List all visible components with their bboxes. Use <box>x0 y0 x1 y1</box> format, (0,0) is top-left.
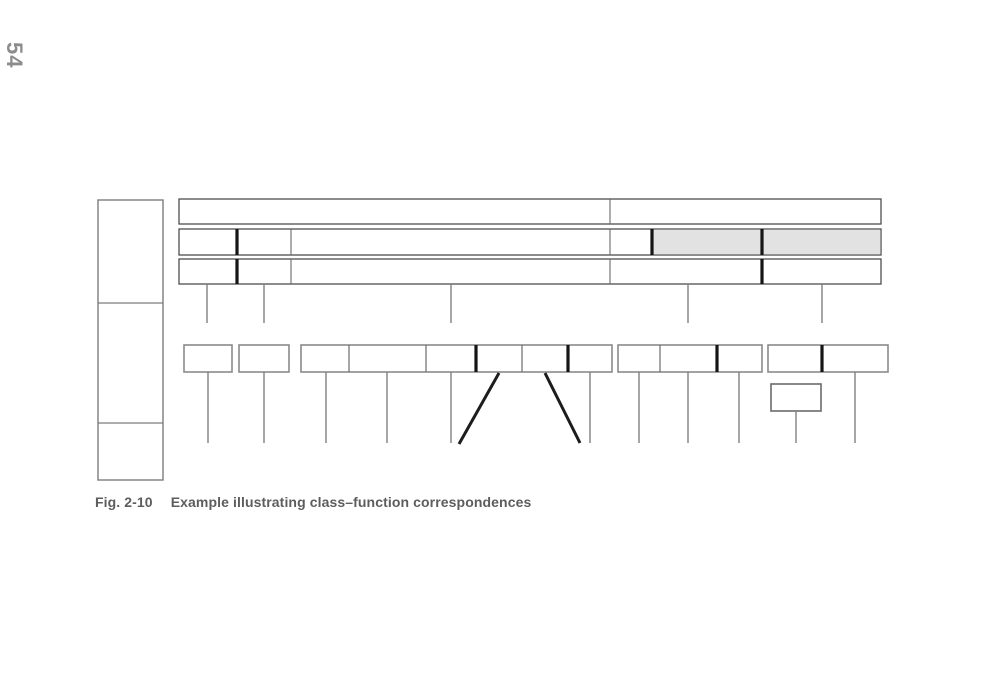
gray-cell-fill <box>653 230 762 254</box>
function-box-5 <box>768 345 888 372</box>
figure-caption <box>95 494 531 510</box>
gray-cell-fill <box>763 230 881 254</box>
left-column-box <box>98 200 163 480</box>
figure-label: Fig. 2-10 <box>95 494 153 510</box>
class-row-3 <box>179 259 881 284</box>
function-box-2 <box>239 345 289 372</box>
function-box-4 <box>618 345 762 372</box>
class-row-1 <box>179 199 881 224</box>
page-number: 54 <box>2 42 27 69</box>
diagonal-link-line <box>545 373 580 443</box>
diagonal-link-line <box>459 373 499 444</box>
small-box <box>771 384 821 411</box>
figure-title: Example illustrating class–function correspondences <box>170 494 532 510</box>
function-box-3 <box>301 345 612 372</box>
function-box-1 <box>184 345 232 372</box>
